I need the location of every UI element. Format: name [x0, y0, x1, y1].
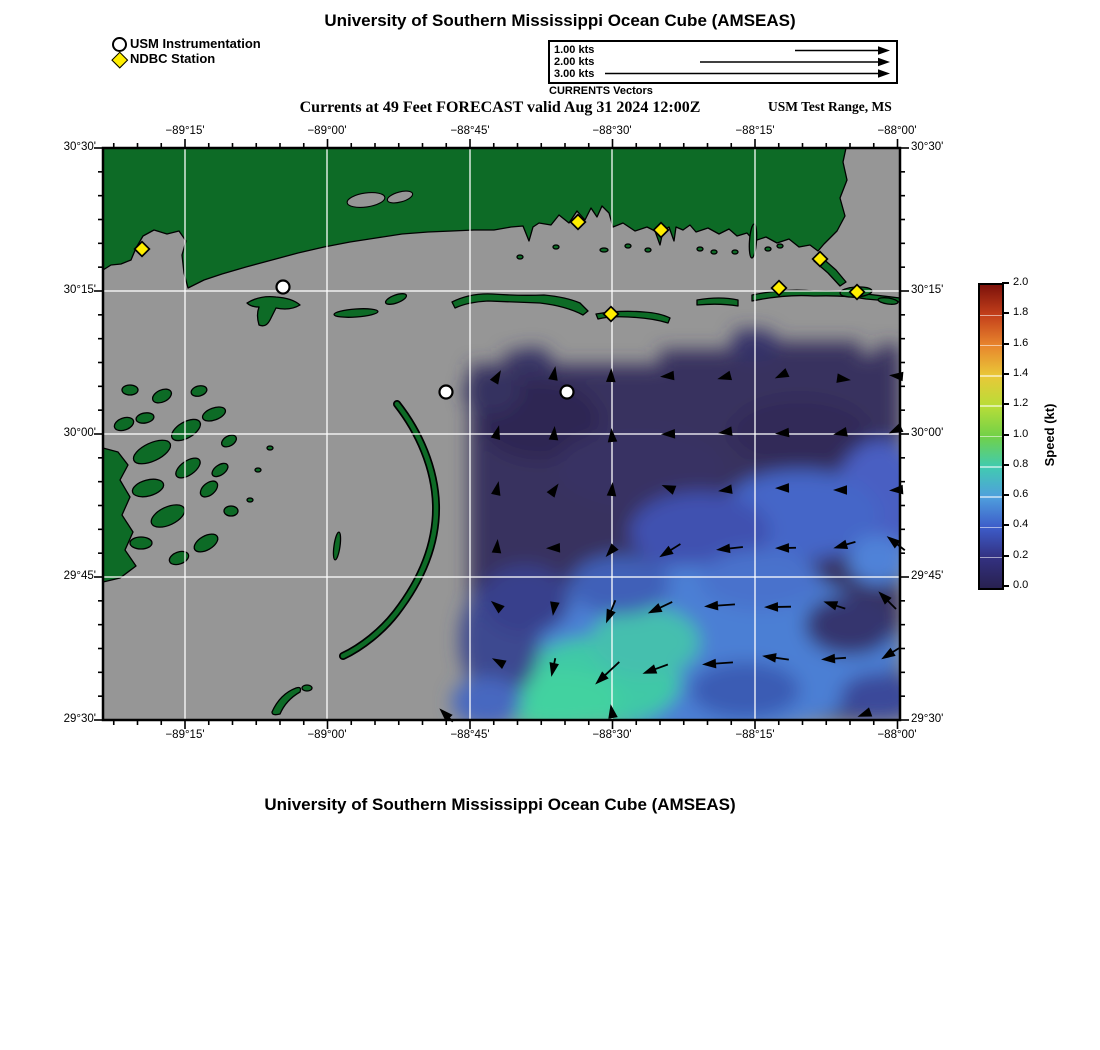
colorbar-title: Speed (kt) — [1042, 403, 1057, 467]
island — [302, 685, 312, 691]
colorbar-gradient — [980, 285, 1002, 588]
lat-label-left: 29°30' — [63, 713, 96, 725]
islet — [711, 250, 717, 254]
colorbar-tick-label: 1.6 — [1013, 336, 1029, 349]
lon-label-top: −88°00' — [877, 125, 917, 137]
lon-label-top: −88°15' — [735, 125, 775, 137]
colorbar-tick — [1002, 312, 1009, 314]
lat-label-left: 30°30' — [63, 141, 96, 153]
islet — [255, 468, 261, 472]
colorbar-separator — [980, 557, 1002, 559]
lat-label-right: 29°30' — [911, 713, 944, 725]
colorbar-tick — [1002, 464, 1009, 466]
colorbar-tick-label: 0.6 — [1013, 488, 1029, 501]
colorbar-tick — [1002, 434, 1009, 436]
usm-station-marker — [561, 386, 574, 399]
lat-label-right: 30°30' — [911, 141, 944, 153]
colorbar-tick-label: 0.2 — [1013, 548, 1029, 561]
colorbar-tick — [1002, 282, 1009, 284]
colorbar-tick-label: 1.0 — [1013, 427, 1029, 440]
lon-label-top: −89°15' — [165, 125, 205, 137]
lon-label-bottom: −88°30' — [592, 729, 632, 741]
lat-label-right: 30°00' — [911, 427, 944, 439]
islet — [600, 248, 608, 252]
colorbar-tick — [1002, 585, 1009, 587]
colorbar — [978, 283, 1004, 590]
islet — [267, 446, 273, 450]
colorbar-separator — [980, 436, 1002, 438]
colorbar-separator — [980, 466, 1002, 468]
vector-scale-label-3: 3.00 kts — [554, 68, 595, 80]
lon-label-top: −89°00' — [307, 125, 347, 137]
colorbar-tick — [1002, 343, 1009, 345]
marsh — [122, 385, 138, 395]
subtitle: Currents at 49 Feet FORECAST valid Aug 31 2024 12:00Z — [299, 99, 701, 116]
lon-label-bottom: −89°15' — [165, 729, 205, 741]
colorbar-tick — [1002, 373, 1009, 375]
islet — [625, 244, 631, 248]
lon-label-top: −88°30' — [592, 125, 632, 137]
colorbar-tick — [1002, 403, 1009, 405]
colorbar-tick — [1002, 555, 1009, 557]
lat-label-left: 29°45' — [63, 570, 96, 582]
colorbar-separator — [980, 405, 1002, 407]
islet — [247, 498, 253, 502]
colorbar-tick-label: 1.4 — [1013, 366, 1029, 379]
colorbar-tick-label: 2.0 — [1013, 276, 1029, 288]
islet — [697, 247, 703, 251]
usm-legend-label: USM Instrumentation — [130, 36, 261, 51]
colorbar-tick-label: 1.8 — [1013, 306, 1029, 319]
colorbar-tick — [1002, 494, 1009, 496]
lat-label-right: 30°15' — [911, 284, 944, 296]
lon-label-top: −88°45' — [450, 125, 490, 137]
marsh — [224, 506, 238, 516]
vector-scale-label-1: 1.00 kts — [554, 44, 595, 56]
colorbar-separator — [980, 315, 1002, 317]
lon-label-bottom: −88°00' — [877, 729, 917, 741]
islet — [517, 255, 523, 259]
region-label: USM Test Range, MS — [768, 99, 892, 114]
colorbar-tick — [1002, 524, 1009, 526]
ndbc-legend-label: NDBC Station — [130, 51, 216, 66]
bottom-title: University of Southern Mississippi Ocean Cube (AMSEAS) — [264, 795, 736, 814]
vector-scale-label-2: 2.00 kts — [554, 56, 595, 68]
islet — [777, 244, 783, 248]
colorbar-separator — [980, 345, 1002, 347]
colorbar-tick-label: 0.4 — [1013, 518, 1029, 531]
current-speed-field — [452, 330, 925, 735]
lat-label-right: 29°45' — [911, 570, 944, 582]
marsh — [130, 537, 152, 549]
islet — [732, 250, 738, 254]
islet — [553, 245, 559, 249]
lon-label-bottom: −88°15' — [735, 729, 775, 741]
lat-label-left: 30°15' — [63, 284, 96, 296]
colorbar-separator — [980, 375, 1002, 377]
usm-station-marker — [277, 281, 290, 294]
islet — [645, 248, 651, 252]
islet — [765, 247, 771, 251]
top-title: University of Southern Mississippi Ocean Cube (AMSEAS) — [324, 11, 796, 30]
colorbar-separator — [980, 527, 1002, 529]
petit-bois-island — [697, 298, 738, 306]
colorbar-separator — [980, 496, 1002, 498]
colorbar-tick-label: 0.0 — [1013, 579, 1029, 591]
lon-label-bottom: −88°45' — [450, 729, 490, 741]
usm-station-marker — [440, 386, 453, 399]
lon-label-bottom: −89°00' — [307, 729, 347, 741]
vector-legend-caption: CURRENTS Vectors — [549, 85, 653, 97]
lat-label-left: 30°00' — [63, 427, 96, 439]
colorbar-tick-label: 1.2 — [1013, 397, 1029, 410]
colorbar-tick-label: 0.8 — [1013, 457, 1029, 470]
